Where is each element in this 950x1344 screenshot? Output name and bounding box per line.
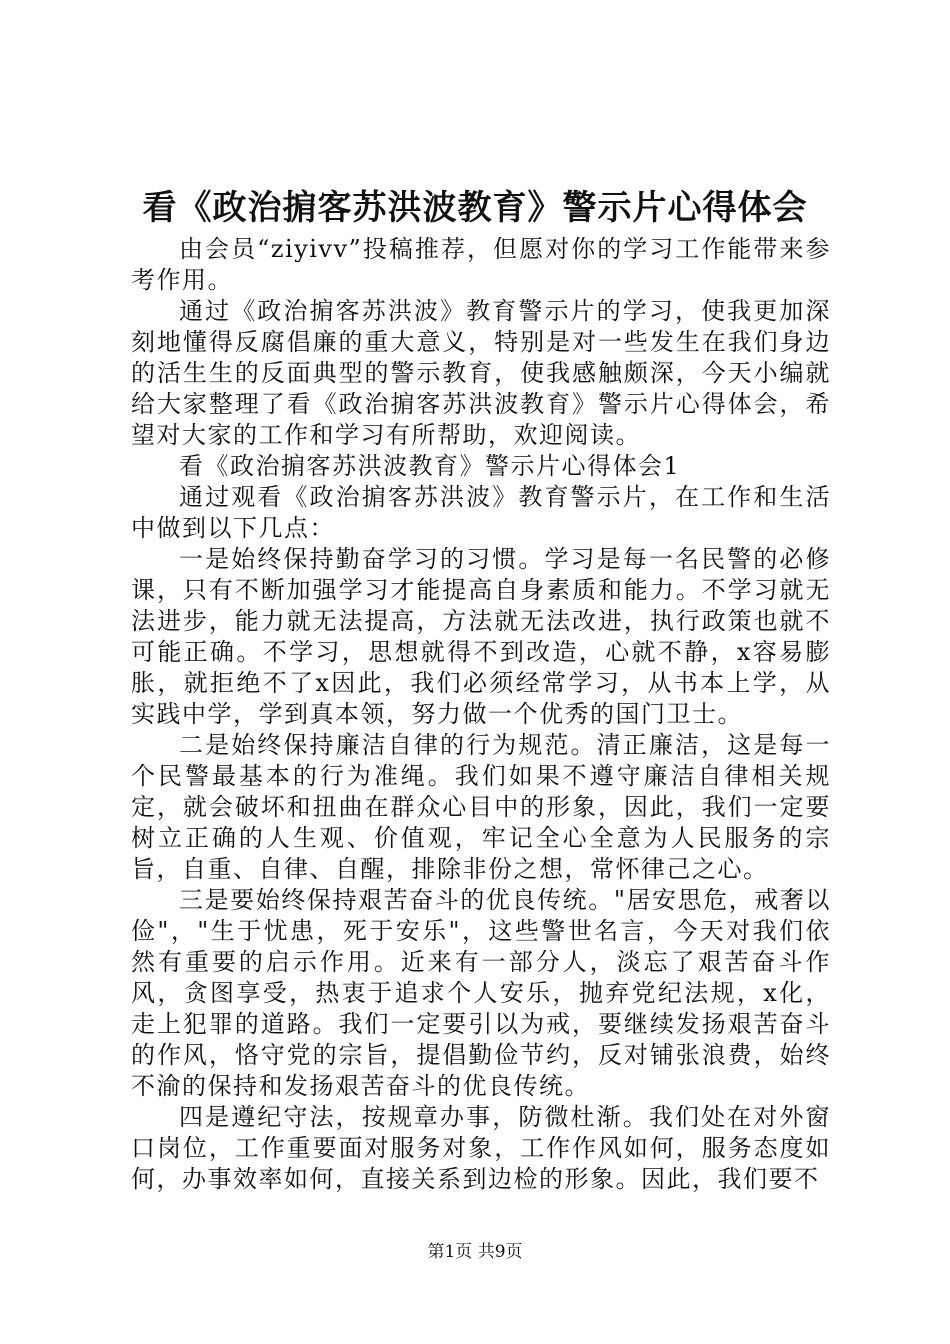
- document-title: 看《政治掮客苏洪波教育》警示片心得体会: [142, 188, 808, 228]
- paragraph-intro: 由会员“ziyivv”投稿推荐，但愿对你的学习工作能带来参考作用。: [131, 235, 831, 294]
- page-number-footer: 第1页 共9页: [427, 1242, 523, 1262]
- document-body: [131, 234, 831, 1195]
- section-heading: 看《政治掮客苏洪波教育》警示片心得体会1: [179, 452, 681, 480]
- paragraph-point-1: 一是始终保持勤奋学习的习惯。学习是每一名民警的必修课，只有不断加强学习才能提高自身素质和能力。不学习就无法进步，能力就无法提高，方法就无法改进，执行政策也就不可能正确。不学习，思想就得不到改造，心就不静，x容易膨胀，就拒绝不了x因此，我们必须经常学习，从书本上学，从实践中学，学到真本领，努力做一个优秀的国门卫士。: [131, 545, 831, 728]
- paragraph-point-2: 二是始终保持廉洁自律的行为规范。清正廉洁，这是每一个民警最基本的行为准绳。我们如果不遵守廉洁自律相关规定，就会破坏和扭曲在群众心目中的形象，因此，我们一定要树立正确的人生观、价值观，牢记全心全意为人民服务的宗旨，自重、自律、自醒，排除非份之想，常怀律己之心。: [131, 731, 831, 883]
- paragraph-preface: 通过《政治掮客苏洪波》教育警示片的学习，使我更加深刻地懂得反腐倡廉的重大意义，特别是对一些发生在我们身边的活生生的反面典型的警示教育，使我感触颇深，今天小编就给大家整理了看《政治掮客苏洪波教育》警示片心得体会，希望对大家的工作和学习有所帮助，欢迎阅读。: [131, 297, 831, 449]
- paragraph-point-4: 四是遵纪守法，按规章办事，防微杜渐。我们处在对外窗口岗位，工作重要面对服务对象，工作作风如何，服务态度如何，办事效率如何，直接关系到边检的形象。因此，我们要不: [131, 1103, 831, 1193]
- paragraph-overview: 通过观看《政治掮客苏洪波》教育警示片，在工作和生活中做到以下几点：: [131, 483, 831, 542]
- paragraph-point-3: 三是要始终保持艰苦奋斗的优良传统。"居安思危，戒奢以俭"，"生于忧患，死于安乐"，这些警世名言，今天对我们依然有重要的启示作用。近来有一部分人，淡忘了艰苦奋斗作风，贪图享受，热衷于追求个人安乐，抛弃党纪法规，x化，走上犯罪的道路。我们一定要引以为戒，要继续发扬艰苦奋斗的作风，恪守党的宗旨，提倡勤俭节约，反对铺张浪费，始终不渝的保持和发扬艰苦奋斗的优良传统。: [131, 886, 831, 1100]
